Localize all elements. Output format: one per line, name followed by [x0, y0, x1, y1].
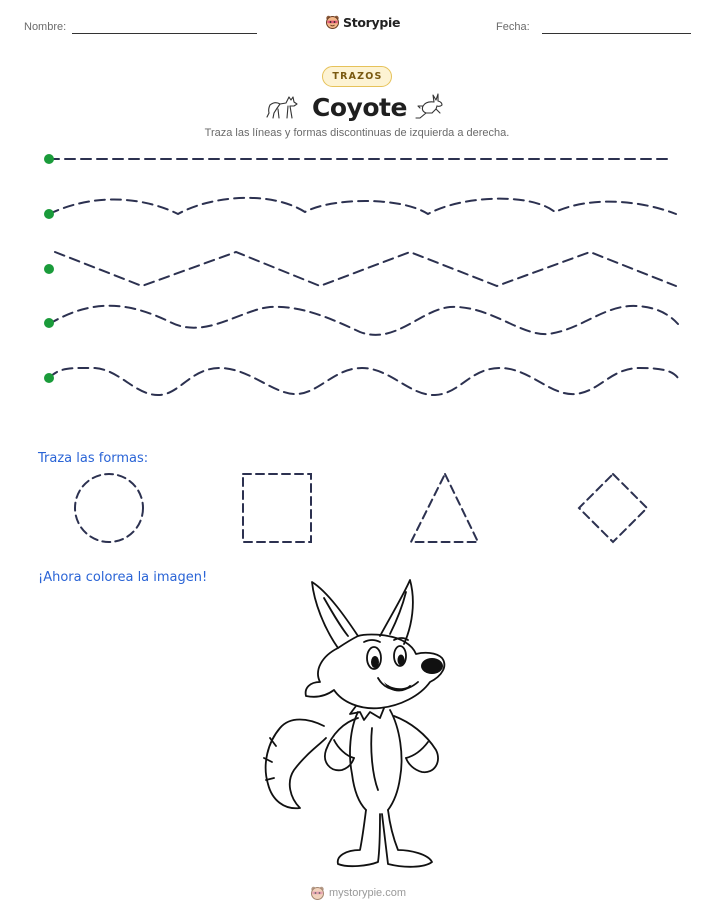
- rabbit-sketch-icon: [414, 93, 448, 121]
- name-field[interactable]: [72, 33, 257, 34]
- trace-circle-shape[interactable]: [75, 474, 143, 542]
- tracing-shapes-area: [0, 470, 714, 548]
- category-badge: TRAZOS: [322, 66, 391, 87]
- trace-square-shape[interactable]: [243, 474, 311, 542]
- tracing-line-bumps[interactable]: [49, 368, 678, 395]
- footer: [310, 885, 406, 901]
- start-dot: [44, 264, 54, 274]
- footer-mascot-icon: [310, 885, 325, 901]
- footer-url[interactable]: mystorypie.com: [329, 887, 407, 899]
- date-label: Fecha:: [496, 21, 530, 33]
- page-title: Coyote: [312, 93, 407, 122]
- coyote-sketch-icon: [266, 91, 300, 121]
- name-label: Nombre:: [24, 21, 67, 33]
- tracing-lines-area: [0, 140, 714, 410]
- brand-name: Storypie: [343, 14, 401, 30]
- tracing-line-zigzag[interactable]: [55, 252, 676, 286]
- start-dot: [44, 209, 54, 219]
- shapes-section-label: Traza las formas:: [38, 451, 149, 466]
- storypie-mascot-icon: [325, 14, 340, 30]
- date-field[interactable]: [542, 33, 691, 34]
- start-dot: [44, 373, 54, 383]
- trace-triangle-shape[interactable]: [411, 474, 478, 542]
- tracing-line-arches[interactable]: [49, 198, 676, 214]
- brand-logo: [325, 14, 400, 30]
- coyote-coloring-illustration[interactable]: [260, 578, 456, 872]
- trace-diamond-shape[interactable]: [579, 474, 647, 542]
- start-dot: [44, 318, 54, 328]
- tracing-line-wave[interactable]: [49, 306, 678, 335]
- coloring-section-label: ¡Ahora colorea la imagen!: [38, 570, 208, 585]
- start-dot: [44, 154, 54, 164]
- instructions-text: Traza las líneas y formas discontinuas de izquierda a derecha.: [204, 127, 510, 139]
